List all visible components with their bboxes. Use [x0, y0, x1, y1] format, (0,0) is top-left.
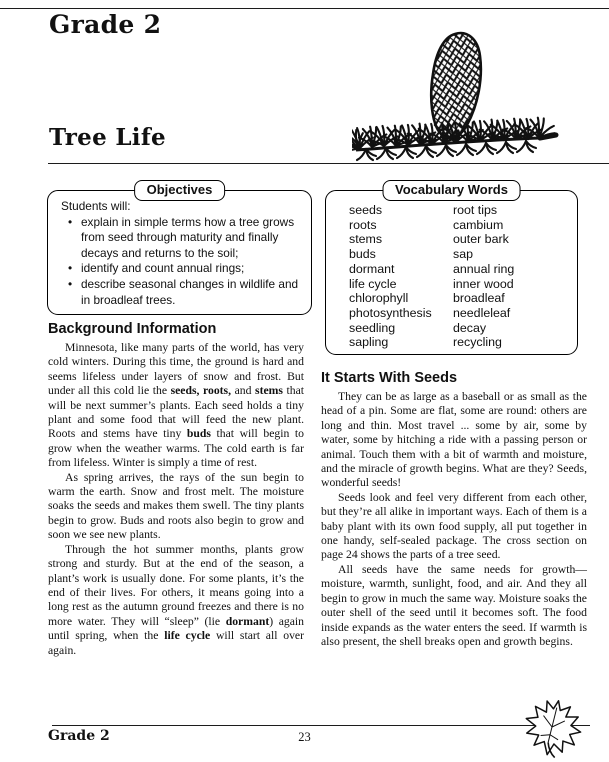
- vocab-word: annual ring: [453, 261, 515, 276]
- bullet-icon: [68, 215, 81, 262]
- bullet-icon: [68, 261, 81, 277]
- objectives-box-title: Objectives: [134, 180, 226, 201]
- vocab-word: chlorophyll: [349, 291, 409, 306]
- vocab-word: roots: [349, 217, 377, 232]
- seeds-heading: It Starts With Seeds: [321, 370, 458, 386]
- pinecone-icon: [352, 26, 567, 172]
- vocab-word: needleleaf: [453, 305, 511, 320]
- objective-bullet: [68, 277, 303, 308]
- vocab-word: root tips: [453, 203, 498, 217]
- objective-text: describe seasonal changes in wildlife and in broadleaf trees.: [81, 276, 299, 307]
- vocab-word: sapling: [349, 335, 389, 350]
- objective-bullet: [68, 261, 303, 277]
- objectives-list: [61, 215, 303, 309]
- vocab-word: broadleaf: [453, 291, 505, 306]
- vocab-word: dormant: [349, 261, 395, 276]
- bullet-icon: [68, 277, 81, 308]
- body-paragraph: As spring arrives, the rays of the sun begin to warm the earth. Snow and frost melt. The moisture soaks the seeds and makes them swell. The tiny plants begin to grow. Buds and roots also begin to grow and soon we see new plants.: [48, 470, 304, 542]
- vocabulary-box-title: Vocabulary Words: [382, 180, 521, 201]
- vocabulary-column-left: [349, 203, 453, 350]
- objective-text: identify and count annual rings;: [81, 261, 245, 276]
- body-paragraph: All seeds have the same needs for growth—moisture, warmth, sunlight, food, and air. And they all begin to grow in much the same way. Moisture soaks the outer shell of the seed until it becomes soft. The food inside expands as the water enters the seed. If warmth is also present, the shell breaks open and growth begins.: [321, 562, 587, 648]
- background-section: [48, 321, 304, 658]
- seeds-section: [321, 370, 587, 649]
- background-heading: Background Information: [48, 321, 217, 337]
- vocab-word: photosynthesis: [349, 305, 432, 320]
- vocab-word: seeds: [349, 203, 383, 217]
- objective-bullet: [68, 215, 303, 262]
- vocabulary-box: [325, 182, 578, 355]
- seeds-paragraphs: [321, 390, 587, 649]
- body-paragraph: Seeds look and feel very different from each other, but they’re all alike in important ways. Each of them is a baby plant with its own food supply, all put together in one handy, self-sealed package. The cross section on page 24 shows the parts of a tree seed.: [321, 490, 587, 562]
- vocab-word: life cycle: [349, 276, 397, 291]
- vocab-word: sap: [453, 247, 473, 262]
- body-paragraph: They can be as large as a baseball or as small as the head of a pin. Some are flat, some are round: others are long and thin. Most travel ... some by air, some by water, some by hitching a ride with a passing person or animal. Touch them with a bit of warmth and moisture, and the miracle of growth begins. What are they? Seeds, wonderful seeds!: [321, 390, 587, 490]
- background-paragraphs: [48, 341, 304, 658]
- vocab-word: cambium: [453, 217, 504, 232]
- page-number: 23: [298, 730, 311, 744]
- vocab-word: inner wood: [453, 276, 514, 291]
- vocabulary-column-right: [453, 203, 577, 350]
- vocab-word: outer bark: [453, 232, 509, 247]
- body-paragraph: Through the hot summer months, plants grow strong and sturdy. But at the end of the season, a plant’s work is usually done. For some plants, it’s the end of their lives. For others, it means going into a long rest as the autumn ground freezes and there is no more water. They will “sleep” (lie dormant) again until spring, when the life cycle will start all over again.: [48, 542, 305, 657]
- vocab-word: stems: [349, 232, 383, 247]
- objectives-box: [47, 182, 312, 315]
- objectives-intro: Students will:: [61, 199, 131, 213]
- vocab-word: recycling: [453, 335, 502, 350]
- vocab-word: decay: [453, 320, 487, 335]
- section-title: Tree Life: [49, 124, 166, 151]
- body-paragraph: Minnesota, like many parts of the world, has very cold winters. During this time, the ground is hard and seems lifeless under layers of snow and frost. But under all this cold lie the seeds, roots, and stems that will be next summer’s plants. Each seed holds a tiny plant and some food that will feed the new plant. Roots and stems have tiny buds that will begin to grow when the weather warms. The cold earth is far from lifeless. Winter is simply a time of rest.: [48, 341, 305, 470]
- footer-grade-label: Grade 2: [48, 728, 110, 744]
- footer-rule: [52, 725, 590, 726]
- pinecone-illustration: [352, 26, 567, 177]
- page-title: Grade 2: [49, 10, 162, 39]
- maple-leaf-icon: [520, 697, 584, 759]
- vocab-word: buds: [349, 247, 376, 262]
- objective-text: explain in simple terms how a tree grows from seed through maturity and finally decays and returns to the soil;: [81, 214, 295, 260]
- vocab-word: seedling: [349, 320, 396, 335]
